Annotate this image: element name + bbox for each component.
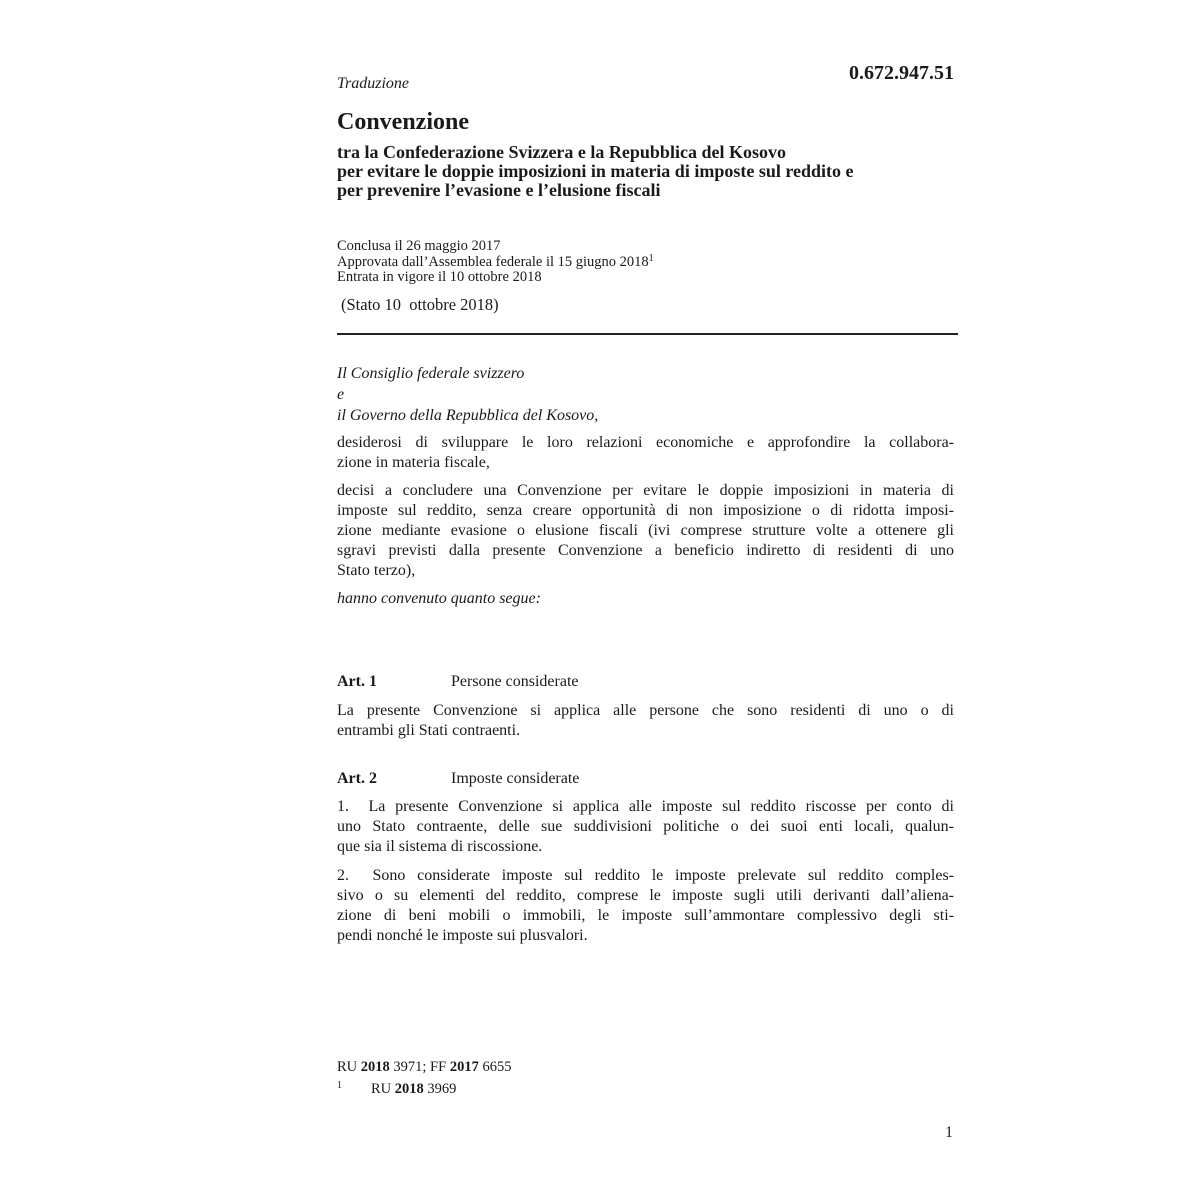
translation-label: Traduzione	[337, 75, 410, 92]
ff-year: 2017	[449, 1059, 479, 1075]
text-line: 2. Sono considerate imposte sul reddito le imposte prelevate sul reddito comples-	[337, 867, 954, 884]
footnote-year: 2018	[394, 1081, 424, 1097]
concluded-date: Conclusa il 26 maggio 2017	[337, 238, 501, 254]
text-line: Stato terzo),	[337, 562, 416, 579]
subtitle-line: tra la Confederazione Svizzera e la Repubblica del Kosovo	[337, 142, 786, 162]
footnote-mark: 1	[337, 1080, 342, 1091]
text-line: zione di beni mobili o immobili, le imposte sull’ammontare complessivo degli sti-	[337, 907, 954, 924]
article-number: Art. 1	[337, 673, 377, 690]
sr-number: 0.672.947.51	[849, 62, 954, 84]
text-line: 1. La presente Convenzione si applica alle imposte sul reddito riscosse per conto di	[337, 798, 954, 815]
article-2-header	[337, 770, 579, 788]
text-line: que sia il sistema di riscossione.	[337, 838, 543, 855]
footnote-prefix: RU	[371, 1081, 395, 1097]
source-reference	[337, 1057, 511, 1077]
preamble-paragraph-2	[337, 481, 954, 581]
preamble-paragraph-1	[337, 433, 954, 473]
subtitle-line: per evitare le doppie imposizioni in materia di imposte sul reddito e	[337, 161, 854, 181]
approved-text: Approvata dall’Assemblea federale il 15 giugno 2018	[337, 253, 649, 270]
footnote-1	[337, 1079, 456, 1101]
article-2-paragraph-2	[337, 866, 954, 946]
article-1-header	[337, 673, 579, 691]
preamble-closing: hanno convenuto quanto segue:	[337, 590, 541, 607]
preamble-party-1: Il Consiglio federale svizzero	[337, 365, 525, 382]
text-line: zione mediante evasione o elusione fiscali (ivi comprese strutture volte a ottenere gli	[337, 522, 954, 539]
footnote-page: 3969	[423, 1081, 457, 1097]
in-force-date: Entrata in vigore il 10 ottobre 2018	[337, 269, 542, 285]
preamble-party-2: il Governo della Repubblica del Kosovo,	[337, 407, 599, 424]
ru-prefix: RU	[337, 1059, 361, 1075]
text-line: desiderosi di sviluppare le loro relazioni economiche e approfondire la collabora-	[337, 434, 954, 451]
header-divider	[337, 333, 958, 335]
page-number: 1	[945, 1124, 953, 1141]
article-1-paragraph	[337, 701, 954, 741]
ru-page: 3971; FF	[389, 1059, 450, 1075]
text-line: pendi nonché le imposte sui plusvalori.	[337, 927, 588, 944]
document-metadata	[337, 239, 654, 286]
article-heading: Imposte considerate	[451, 770, 580, 787]
text-line: La presente Convenzione si applica alle persone che sono residenti di uno o di	[337, 702, 954, 719]
text-line: decisi a concludere una Convenzione per evitare le doppie imposizioni in materia di	[337, 482, 954, 499]
text-line: sgravi previsti dalla presente Convenzione a beneficio indiretto di residenti di uno	[337, 542, 954, 559]
document-title: Convenzione	[337, 109, 469, 135]
subtitle-line: per prevenire l’evasione e l’elusione fiscali	[337, 180, 661, 200]
text-line: zione in materia fiscale,	[337, 454, 490, 471]
article-heading: Persone considerate	[451, 673, 579, 690]
footnote-reference[interactable]: 1	[648, 252, 654, 264]
article-number: Art. 2	[337, 770, 377, 787]
article-2-paragraph-1	[337, 797, 954, 857]
status-date: (Stato 10 ottobre 2018)	[341, 295, 499, 314]
text-line: imposte sul reddito, senza creare opportunità di non imposizione o di ridotta imposi-	[337, 502, 954, 519]
document-subtitle	[337, 143, 937, 200]
preamble-conjunction: e	[337, 386, 345, 403]
text-line: entrambi gli Stati contraenti.	[337, 722, 521, 739]
ff-page: 6655	[478, 1059, 512, 1075]
ru-year: 2018	[360, 1059, 390, 1075]
text-line: uno Stato contraente, delle sue suddivisioni politiche o dei suoi enti locali, qualun-	[337, 818, 954, 835]
approved-date	[337, 252, 654, 271]
text-line: sivo o su elementi del reddito, comprese le imposte sugli utili derivanti dall’aliena-	[337, 887, 954, 904]
